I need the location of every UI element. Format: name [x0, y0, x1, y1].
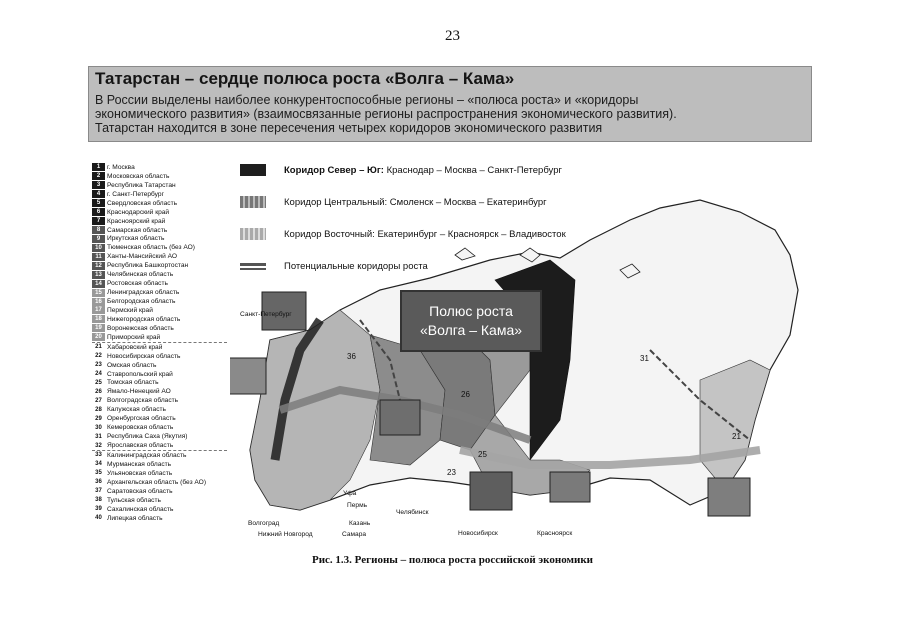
region-far-east	[700, 360, 770, 490]
legend-item	[92, 414, 227, 423]
legend-item	[92, 487, 227, 496]
legend-label: г. Москва	[107, 163, 135, 171]
legend-number: 27	[95, 397, 102, 404]
city-krasnoyarsk: Красноярск	[537, 530, 573, 537]
legend-number: 39	[95, 506, 102, 513]
legend-number: 23	[95, 362, 102, 369]
legend-label: Белгородская область	[107, 298, 176, 306]
legend-label: Краснодарский край	[107, 208, 170, 216]
city-volgograd: Волгоград	[248, 520, 280, 527]
figure-caption: Рис. 1.3. Регионы – полюса роста российской экономики	[311, 554, 594, 566]
legend-item	[92, 181, 227, 190]
legend-item	[92, 387, 227, 396]
city-ufa: Уфа	[343, 490, 357, 497]
legend-item	[92, 343, 227, 352]
legend-number: 24	[95, 371, 102, 378]
legend-item	[92, 379, 227, 388]
legend-label: Пермский край	[107, 306, 153, 314]
legend-number: 31	[95, 433, 102, 440]
legend-number: 21	[95, 344, 102, 351]
legend-item	[92, 208, 227, 217]
legend-number: 36	[95, 479, 102, 486]
legend-item	[92, 496, 227, 505]
inset-photo-krasnoyarsk	[550, 472, 590, 502]
legend-number: 20	[92, 333, 105, 341]
legend-number: 38	[95, 497, 102, 504]
legend-label: Калининградская область	[107, 451, 187, 459]
legend-number: 2	[92, 172, 105, 180]
header-banner	[88, 66, 812, 142]
legend-number: 33	[95, 452, 102, 459]
legend-item	[92, 235, 227, 244]
legend-number: 34	[95, 461, 102, 468]
legend-label: Омская область	[107, 361, 157, 369]
legend-item	[92, 217, 227, 226]
legend-item	[92, 172, 227, 181]
legend-label: Ханты-Мансийский АО	[107, 253, 177, 261]
legend-label: Мурманская область	[107, 460, 172, 468]
legend-item	[92, 226, 227, 235]
legend-label: Ставропольский край	[107, 370, 173, 378]
legend-label: Хабаровский край	[107, 343, 163, 351]
legend-item	[92, 261, 227, 270]
legend-item	[92, 199, 227, 208]
legend-number: 35	[95, 470, 102, 477]
legend-label: Республика Татарстан	[107, 181, 176, 189]
legend-label: Ярославская область	[107, 442, 174, 450]
legend-item	[92, 190, 227, 199]
legend-label: Томская область	[107, 379, 159, 387]
legend-label: Ямало-Ненецкий АО	[107, 388, 171, 396]
legend-number: 9	[92, 235, 105, 243]
legend-item	[92, 270, 227, 279]
legend-number: 17	[92, 306, 105, 314]
city-saint-petersburg: Санкт-Петербург	[240, 311, 292, 318]
legend-number: 30	[95, 424, 102, 431]
legend-number: 16	[92, 298, 105, 306]
legend-item	[92, 396, 227, 405]
legend-label: Ростовская область	[107, 280, 168, 288]
legend-number: 25	[95, 379, 102, 386]
header-text-line-1: В России выделены наиболее конкурентоспособные регионы – «полюса роста» и «коридоры	[95, 93, 639, 107]
legend-item	[92, 324, 227, 333]
map-number-31: 31	[640, 354, 649, 363]
legend-label: Тульская область	[107, 496, 161, 504]
corridor-central-route: Смоленск – Москва – Екатеринбург	[387, 197, 547, 208]
growth-pole-callout	[400, 290, 542, 352]
city-kazan: Казань	[349, 520, 371, 527]
legend-label: Республика Саха (Якутия)	[107, 433, 188, 441]
legend-item	[92, 405, 227, 414]
legend-label: Республика Башкортостан	[107, 262, 189, 270]
legend-item	[92, 361, 227, 370]
legend-number: 7	[92, 217, 105, 225]
regions-legend	[92, 163, 227, 523]
legend-label: Иркутская область	[107, 235, 165, 243]
legend-item	[92, 460, 227, 469]
map-number-21: 21	[732, 432, 741, 441]
legend-number: 3	[92, 181, 105, 189]
legend-item	[92, 370, 227, 379]
legend-number: 19	[92, 324, 105, 332]
legend-item	[92, 163, 227, 172]
legend-item	[92, 514, 227, 523]
legend-label: Кемеровская область	[107, 424, 174, 432]
legend-number: 6	[92, 208, 105, 216]
legend-label: Саратовская область	[107, 487, 173, 495]
legend-number: 11	[92, 253, 105, 261]
legend-label: Красноярский край	[107, 217, 166, 225]
legend-label: Волгоградская область	[107, 397, 179, 405]
legend-item	[92, 469, 227, 478]
legend-item	[92, 441, 227, 451]
corridor-north-south-route: Краснодар – Москва – Санкт-Петербург	[383, 165, 562, 176]
legend-number: 32	[95, 442, 102, 449]
legend-item	[92, 432, 227, 441]
corridor-eastern-route: Екатеринбург – Красноярск – Владивосток	[374, 229, 566, 240]
city-novosibirsk: Новосибирск	[458, 530, 498, 537]
legend-item	[92, 333, 227, 343]
city-nizhny-novgorod: Нижний Новгород	[258, 531, 313, 538]
legend-label: Новосибирская область	[107, 352, 181, 360]
legend-label: Калужская область	[107, 406, 166, 414]
legend-label: г. Санкт-Петербург	[107, 190, 164, 198]
city-perm: Пермь	[347, 502, 368, 509]
corridor-north-south-name: Коридор Север – Юг:	[284, 165, 384, 176]
legend-label: Архангельская область (без АО)	[107, 478, 207, 486]
map-number-36: 36	[347, 352, 356, 361]
legend-number: 4	[92, 190, 105, 198]
legend-number: 37	[95, 488, 102, 495]
legend-number: 1	[92, 163, 105, 171]
legend-number: 22	[95, 353, 102, 360]
legend-item	[92, 306, 227, 315]
legend-label: Самарская область	[107, 226, 168, 234]
inset-photo-plant	[380, 400, 420, 435]
map-number-25: 25	[478, 450, 487, 459]
legend-label: Воронежская область	[107, 324, 174, 332]
russia-map	[230, 160, 805, 545]
legend-number: 29	[95, 415, 102, 422]
corridor-eastern-name: Коридор Восточный:	[284, 229, 375, 240]
legend-number: 40	[95, 515, 102, 522]
corridor-central-name: Коридор Центральный:	[284, 197, 388, 208]
legend-number: 5	[92, 199, 105, 207]
legend-item	[92, 297, 227, 306]
legend-label: Липецкая область	[107, 514, 163, 522]
city-samara: Самара	[342, 531, 367, 538]
legend-item	[92, 423, 227, 432]
map-number-23: 23	[447, 468, 456, 477]
legend-label: Московская область	[107, 172, 170, 180]
legend-label: Приморский край	[107, 333, 161, 341]
legend-item	[92, 288, 227, 297]
inset-photo-fareast	[708, 478, 750, 516]
legend-label: Свердловская область	[107, 199, 178, 207]
legend-number: 13	[92, 271, 105, 279]
legend-label: Ленинградская область	[107, 289, 180, 297]
inset-photo-truck	[230, 358, 266, 394]
legend-item	[92, 352, 227, 361]
inset-photo-siberia	[470, 472, 512, 510]
legend-label: Челябинская область	[107, 271, 174, 279]
page-number: 23	[445, 28, 460, 44]
legend-number: 15	[92, 289, 105, 297]
legend-item	[92, 315, 227, 324]
growth-pole-line-2: «Волга – Кама»	[419, 322, 523, 338]
city-chelyabinsk: Челябинск	[396, 509, 429, 516]
russia-map-svg	[230, 160, 805, 545]
legend-item	[92, 505, 227, 514]
corridor-potential-name: Потенциальные коридоры роста	[284, 261, 428, 272]
legend-label: Сахалинская область	[107, 505, 174, 513]
legend-number: 14	[92, 280, 105, 288]
header-text-line-2: экономического развития» (взаимосвязанные регионы распространения экономического развития).	[95, 107, 677, 121]
legend-label: Нижегородская область	[107, 315, 181, 323]
legend-item	[92, 279, 227, 288]
legend-label: Ульяновская область	[107, 469, 173, 477]
legend-label: Оренбургская область	[107, 415, 176, 423]
header-text-line-3: Татарстан находится в зоне пересечения четырех коридоров экономического развития	[95, 121, 603, 135]
header-title: Татарстан – сердце полюса роста «Волга – Кама»	[95, 69, 515, 88]
map-number-26: 26	[461, 390, 470, 399]
legend-number: 26	[95, 388, 102, 395]
legend-number: 18	[92, 315, 105, 323]
legend-number: 8	[92, 226, 105, 234]
legend-number: 12	[92, 262, 105, 270]
legend-item	[92, 243, 227, 252]
legend-number: 28	[95, 406, 102, 413]
legend-item	[92, 252, 227, 261]
growth-pole-line-1: Полюс роста	[429, 303, 513, 319]
legend-label: Тюменская область (без АО)	[107, 244, 195, 252]
legend-item	[92, 451, 227, 460]
legend-item	[92, 478, 227, 487]
legend-number: 10	[92, 244, 105, 252]
